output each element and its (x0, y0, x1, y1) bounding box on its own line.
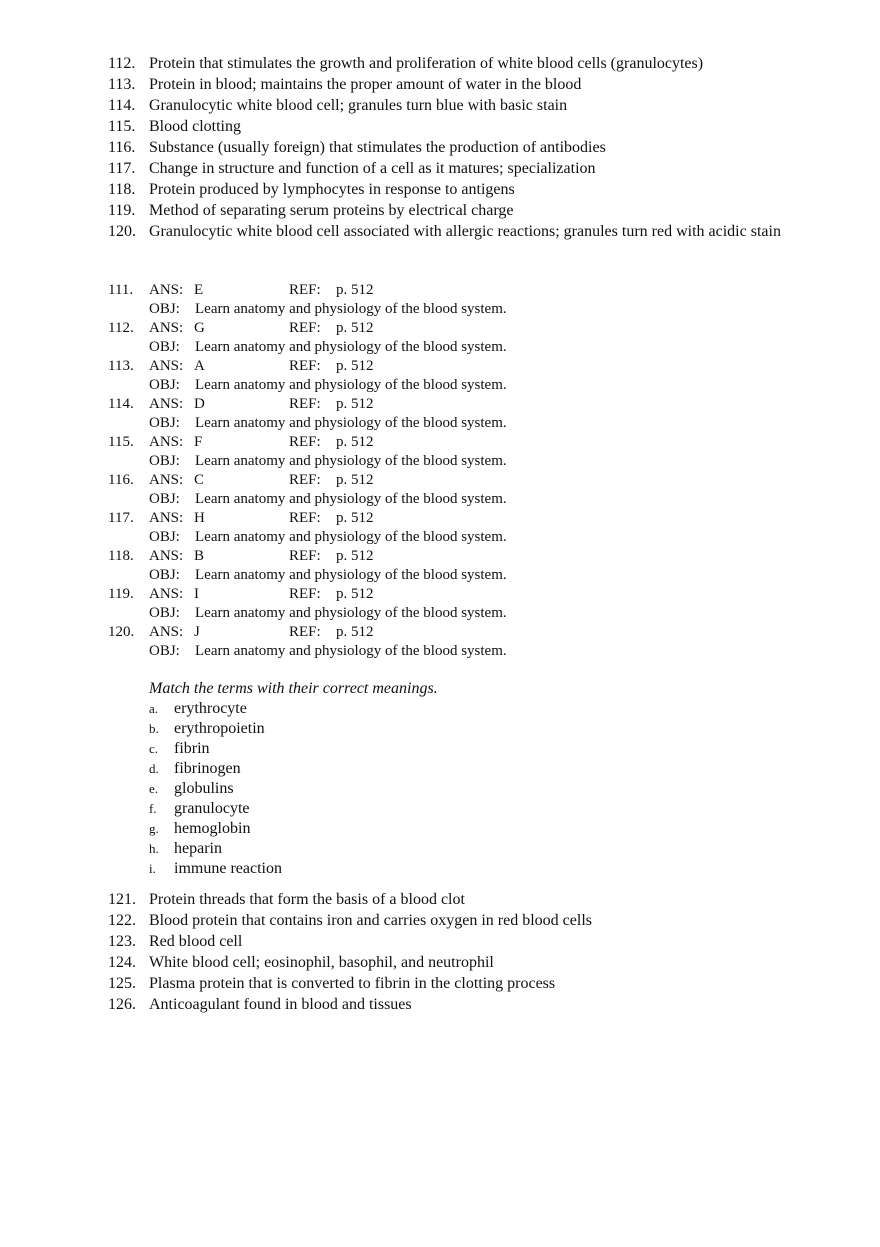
question-item (0, 221, 880, 242)
term-word: granulocyte (174, 800, 250, 817)
answer-entry (0, 623, 880, 661)
question-item (0, 158, 880, 179)
question-item (0, 53, 880, 74)
term-word: erythropoietin (174, 720, 265, 737)
question-text: Granulocytic white blood cell associated with allergic reactions; granules turn red with acidic stain (149, 223, 781, 240)
obj-value: Learn anatomy and physiology of the blood system. (195, 453, 507, 469)
answer-number: 118. (108, 548, 134, 564)
ref-label: REF: (289, 586, 321, 602)
ans-value: F (194, 434, 203, 450)
ref-label: REF: (289, 320, 321, 336)
ref-value: p. 512 (336, 282, 374, 298)
term-word: heparin (174, 840, 222, 857)
question-item (0, 994, 880, 1015)
term-item (0, 779, 880, 799)
answer-number: 116. (108, 472, 134, 488)
term-letter: e. (149, 781, 159, 796)
term-letter: c. (149, 741, 159, 756)
ans-value: E (194, 282, 204, 298)
obj-value: Learn anatomy and physiology of the blood system. (195, 529, 507, 545)
obj-label: OBJ: (149, 377, 180, 393)
obj-label: OBJ: (149, 529, 180, 545)
ref-value: p. 512 (336, 586, 374, 602)
question-number: 115. (108, 118, 136, 135)
ref-value: p. 512 (336, 548, 374, 564)
answer-entry (0, 471, 880, 509)
obj-value: Learn anatomy and physiology of the blood system. (195, 339, 507, 355)
ref-value: p. 512 (336, 434, 374, 450)
ans-value: G (194, 320, 205, 336)
ans-label: ANS: (149, 282, 184, 298)
question-item (0, 200, 880, 221)
question-number: 124. (108, 954, 136, 971)
obj-value: Learn anatomy and physiology of the blood system. (195, 605, 507, 621)
ans-label: ANS: (149, 320, 184, 336)
question-text: Plasma protein that is converted to fibrin in the clotting process (149, 975, 556, 992)
answer-number: 113. (108, 358, 134, 374)
answer-entry (0, 547, 880, 585)
question-number: 117. (108, 160, 136, 177)
obj-value: Learn anatomy and physiology of the blood system. (195, 377, 507, 393)
term-letter: h. (149, 841, 159, 856)
ans-value: B (194, 548, 205, 564)
question-item (0, 952, 880, 973)
ans-label: ANS: (149, 472, 184, 488)
term-item (0, 859, 880, 879)
ans-value: J (194, 624, 200, 640)
ref-label: REF: (289, 472, 321, 488)
question-text: Blood clotting (149, 118, 241, 135)
ans-label: ANS: (149, 434, 184, 450)
ref-value: p. 512 (336, 358, 374, 374)
term-letter: f. (149, 801, 157, 816)
term-letter: d. (149, 761, 159, 776)
ans-value: D (194, 396, 205, 412)
obj-label: OBJ: (149, 301, 180, 317)
ans-label: ANS: (149, 586, 184, 602)
question-text: White blood cell; eosinophil, basophil, and neutrophil (149, 954, 494, 971)
obj-label: OBJ: (149, 339, 180, 355)
question-text: Protein threads that form the basis of a blood clot (149, 891, 465, 908)
question-item (0, 116, 880, 137)
question-item (0, 74, 880, 95)
term-item (0, 739, 880, 759)
answer-entry (0, 281, 880, 319)
obj-value: Learn anatomy and physiology of the blood system. (195, 491, 507, 507)
question-number: 118. (108, 181, 136, 198)
ref-value: p. 512 (336, 624, 374, 640)
ref-label: REF: (289, 358, 321, 374)
obj-label: OBJ: (149, 453, 180, 469)
answer-entry (0, 395, 880, 433)
ans-value: A (194, 358, 205, 374)
ref-value: p. 512 (336, 320, 374, 336)
question-number: 123. (108, 933, 136, 950)
question-number: 125. (108, 975, 136, 992)
answer-key (0, 281, 880, 661)
term-word: erythrocyte (174, 700, 247, 717)
answer-number: 111. (108, 282, 134, 298)
term-letter: g. (149, 821, 159, 836)
term-item (0, 819, 880, 839)
question-number: 114. (108, 97, 136, 114)
question-item (0, 910, 880, 931)
question-number: 120. (108, 223, 136, 240)
ref-label: REF: (289, 434, 321, 450)
obj-label: OBJ: (149, 567, 180, 583)
obj-value: Learn anatomy and physiology of the blood system. (195, 567, 507, 583)
question-item (0, 179, 880, 200)
obj-value: Learn anatomy and physiology of the blood system. (195, 643, 507, 659)
obj-value: Learn anatomy and physiology of the blood system. (195, 415, 507, 431)
ref-label: REF: (289, 624, 321, 640)
term-letter: a. (149, 701, 159, 716)
term-word: immune reaction (174, 860, 282, 877)
ans-value: H (194, 510, 205, 526)
term-letter: b. (149, 721, 159, 736)
question-text: Protein that stimulates the growth and proliferation of white blood cells (granulocytes) (149, 55, 704, 72)
term-letter: i. (149, 861, 156, 876)
obj-label: OBJ: (149, 491, 180, 507)
ans-label: ANS: (149, 624, 184, 640)
term-item (0, 699, 880, 719)
obj-label: OBJ: (149, 643, 180, 659)
term-word: fibrinogen (174, 760, 241, 777)
question-number: 113. (108, 76, 136, 93)
answer-number: 112. (108, 320, 134, 336)
answer-number: 117. (108, 510, 134, 526)
obj-label: OBJ: (149, 415, 180, 431)
ans-value: I (194, 586, 199, 602)
obj-value: Learn anatomy and physiology of the blood system. (195, 301, 507, 317)
answer-number: 114. (108, 396, 134, 412)
question-text: Change in structure and function of a cell as it matures; specialization (149, 160, 596, 177)
question-item (0, 973, 880, 994)
ref-label: REF: (289, 548, 321, 564)
question-item (0, 137, 880, 158)
question-list-top (0, 53, 880, 242)
ans-value: C (194, 472, 205, 488)
ans-label: ANS: (149, 358, 184, 374)
question-text: Blood protein that contains iron and carries oxygen in red blood cells (149, 912, 592, 929)
ref-value: p. 512 (336, 472, 374, 488)
term-list (0, 699, 880, 879)
question-text: Method of separating serum proteins by electrical charge (149, 202, 514, 219)
question-text: Substance (usually foreign) that stimulates the production of antibodies (149, 139, 606, 156)
answer-entry (0, 319, 880, 357)
ref-label: REF: (289, 282, 321, 298)
ref-value: p. 512 (336, 396, 374, 412)
question-text: Protein produced by lymphocytes in response to antigens (149, 181, 515, 198)
answer-number: 119. (108, 586, 134, 602)
term-item (0, 839, 880, 859)
question-item (0, 931, 880, 952)
question-number: 126. (108, 996, 136, 1013)
term-item (0, 719, 880, 739)
question-item (0, 889, 880, 910)
question-list-bottom (0, 889, 880, 1015)
question-number: 112. (108, 55, 136, 72)
term-item (0, 799, 880, 819)
term-word: hemoglobin (174, 820, 251, 837)
ans-label: ANS: (149, 548, 184, 564)
obj-label: OBJ: (149, 605, 180, 621)
ref-label: REF: (289, 510, 321, 526)
question-number: 122. (108, 912, 136, 929)
question-number: 121. (108, 891, 136, 908)
answer-entry (0, 433, 880, 471)
answer-entry (0, 585, 880, 623)
matching-instruction: Match the terms with their correct meanings. (149, 680, 438, 697)
answer-entry (0, 509, 880, 547)
question-text: Anticoagulant found in blood and tissues (149, 996, 412, 1013)
term-word: fibrin (174, 740, 210, 757)
ans-label: ANS: (149, 396, 184, 412)
question-number: 119. (108, 202, 136, 219)
question-text: Protein in blood; maintains the proper amount of water in the blood (149, 76, 582, 93)
ref-value: p. 512 (336, 510, 374, 526)
answer-number: 115. (108, 434, 134, 450)
term-word: globulins (174, 780, 234, 797)
question-text: Red blood cell (149, 933, 243, 950)
ref-label: REF: (289, 396, 321, 412)
term-item (0, 759, 880, 779)
question-item (0, 95, 880, 116)
question-number: 116. (108, 139, 136, 156)
answer-entry (0, 357, 880, 395)
ans-label: ANS: (149, 510, 184, 526)
answer-number: 120. (108, 624, 135, 640)
question-text: Granulocytic white blood cell; granules turn blue with basic stain (149, 97, 568, 114)
